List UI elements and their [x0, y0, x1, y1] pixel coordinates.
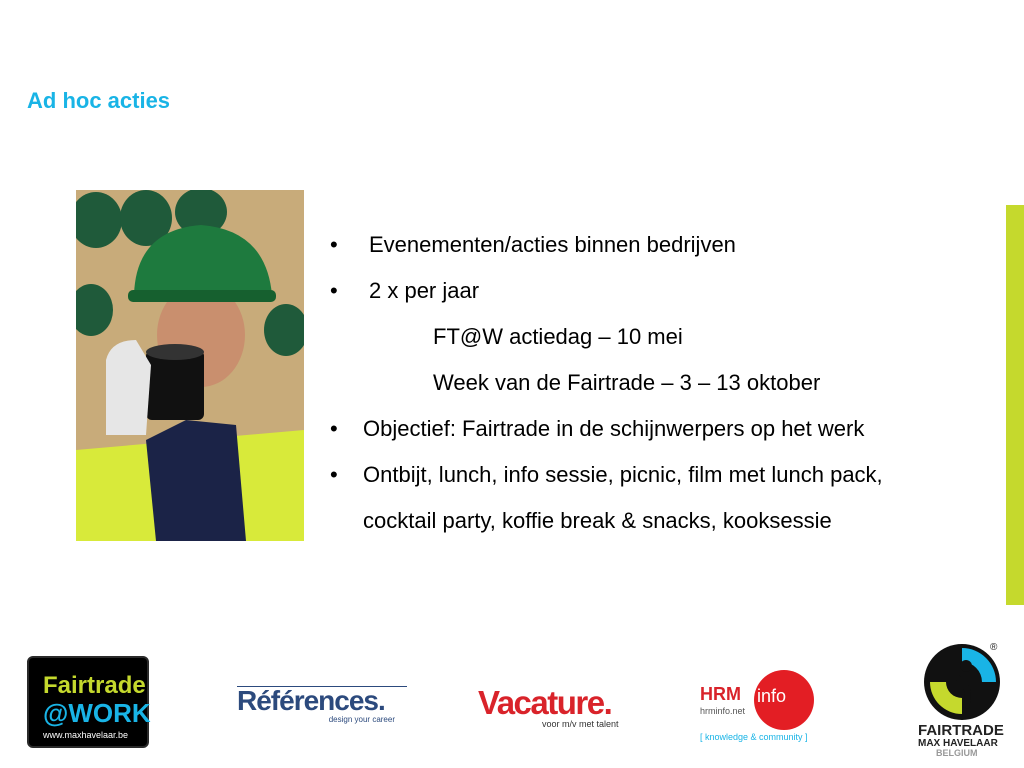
logo-line: @WORK — [43, 698, 151, 728]
logo-url: hrminfo.net — [700, 706, 746, 716]
logo-tagline: [ knowledge & community ] — [700, 732, 808, 742]
logo-line: Fairtrade — [43, 672, 146, 699]
sub-item — [330, 314, 1000, 360]
logo-badge-text: info — [757, 686, 787, 706]
bullet-text: Evenementen/acties binnen bedrijven — [369, 232, 736, 257]
bullet-text: Objectief: Fairtrade in de schijnwerpers op het werk — [363, 416, 865, 441]
logo-tagline: voor m/v met talent — [542, 719, 619, 729]
logo-name: Références. — [237, 685, 385, 716]
sub-item-text: FT@W actiedag – 10 mei — [433, 324, 683, 349]
worker-photo — [76, 190, 304, 541]
fairtrade-at-work-logo — [27, 656, 149, 748]
logo-line: BELGIUM — [936, 748, 978, 758]
logo-url: www.maxhavelaar.be — [43, 730, 129, 740]
sub-item-text: Week van de Fairtrade – 3 – 13 oktober — [433, 370, 821, 395]
bullet-text: Ontbijt, lunch, info sessie, picnic, film met lunch pack, — [363, 462, 883, 487]
bullet-item — [330, 268, 1000, 314]
logo-line: FAIRTRADE — [918, 722, 1004, 739]
bullet-item — [330, 452, 1000, 498]
bullet-text: 2 x per jaar — [369, 278, 480, 303]
bullet-list — [330, 222, 1000, 544]
slide-title: Ad hoc acties — [27, 88, 171, 113]
fairtrade-logo — [914, 642, 1014, 762]
bullet-marker: • — [330, 416, 338, 441]
logo-name: Vacature. — [478, 684, 612, 721]
hrm-info-logo — [698, 670, 818, 746]
sponsor-logos — [0, 640, 1024, 768]
accent-bar — [1006, 205, 1024, 605]
bullet-text: cocktail party, koffie break & snacks, kooksessie — [363, 508, 832, 533]
logo-name: HRM — [700, 684, 741, 704]
bullet-item — [330, 406, 1000, 452]
fairtrade-mark-icon — [922, 642, 1002, 722]
logo-line: MAX HAVELAAR — [918, 738, 998, 749]
logo-tagline: design your career — [328, 715, 395, 724]
vacature-logo — [478, 684, 648, 728]
sub-item — [330, 360, 1000, 406]
bullet-continuation — [330, 498, 1000, 544]
bullet-marker: • — [330, 462, 338, 487]
registered-mark: ® — [990, 642, 998, 653]
bullet-marker: • — [330, 232, 338, 257]
references-logo — [237, 686, 407, 725]
bullet-item — [330, 222, 1000, 268]
bullet-marker: • — [330, 278, 338, 303]
